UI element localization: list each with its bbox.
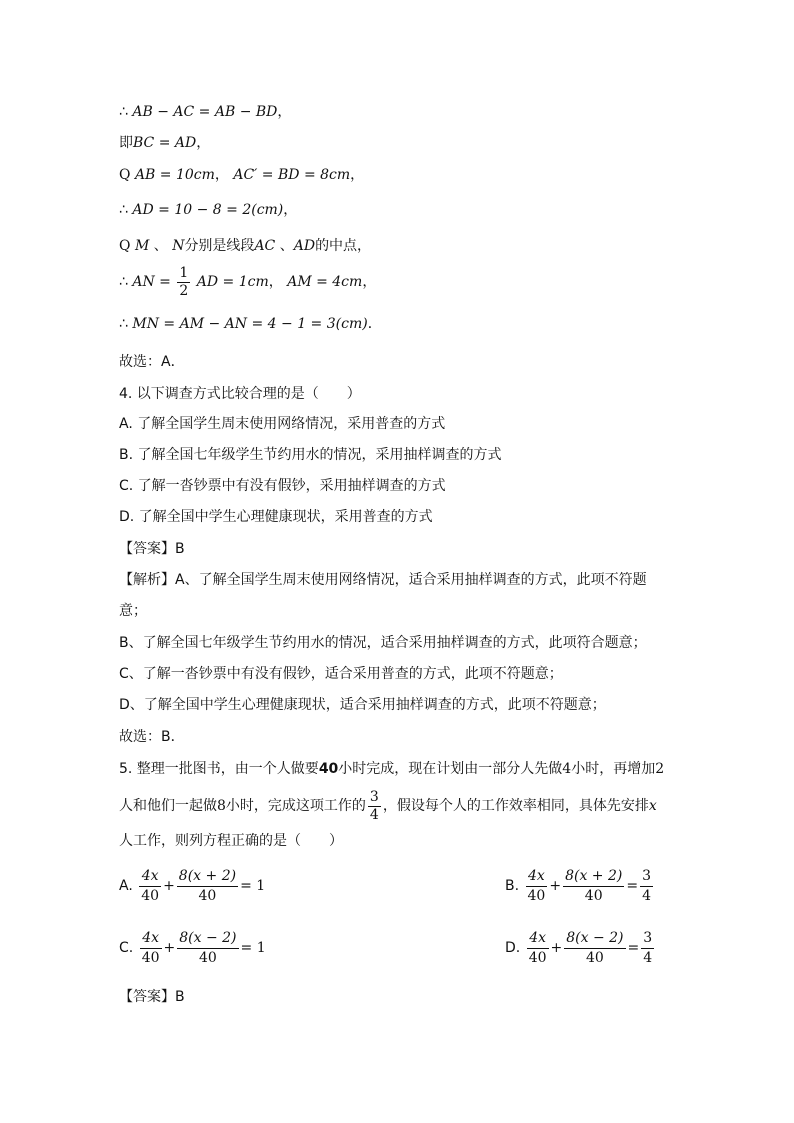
option-label: C. [119, 940, 134, 956]
text: 小时，再增加 [571, 761, 656, 777]
fraction-numerator: 8(x + 2) [563, 867, 624, 887]
option-label: D. [505, 940, 521, 956]
fraction-denominator: 40 [584, 887, 603, 904]
text: 5. 整理一批图书，由一个人做要 [119, 761, 319, 777]
proof-line-2 [119, 133, 210, 153]
text: 人和他们一起做 [119, 798, 217, 814]
therefore-symbol: ∴ [119, 316, 128, 332]
punctuation: ， [350, 167, 365, 183]
question-4-option-b: B. 了解全国七年级学生节约用水的情况，采用抽样调查的方式 [119, 447, 502, 463]
therefore-symbol: ∴ [119, 274, 128, 290]
punctuation: ， [283, 202, 298, 218]
fraction-numerator: 4x [526, 867, 548, 887]
question-5-stem-line-1 [119, 759, 664, 779]
math-expression: AD = 1cm [196, 274, 269, 290]
question-4-analysis-c: C、了解一沓钞票中有没有假钞，适合采用普查的方式，此项不符题意； [119, 666, 563, 682]
fraction-numerator: 4x [140, 929, 162, 949]
number: 2 [655, 761, 665, 777]
question-5-stem-line-2 [119, 788, 657, 824]
proof-conclusion: 故选：A． [119, 354, 185, 370]
punctuation: ， [362, 274, 377, 290]
fraction [640, 867, 653, 906]
fraction [527, 929, 549, 968]
proof-line-3 [119, 165, 364, 185]
fraction-denominator: 40 [198, 887, 217, 904]
therefore-symbol: ∴ [119, 104, 128, 120]
punctuation: ， [277, 104, 292, 120]
math-var: AD [293, 238, 316, 254]
math-expression: AB − AC = AB − BD [132, 104, 278, 120]
proof-line-5 [119, 236, 371, 256]
plus-sign: + [163, 940, 176, 956]
equation-rhs: = 1 [240, 940, 266, 956]
question-5-option-d [505, 928, 656, 968]
math-expression: AD = 10 − 8 = 2(cm) [132, 202, 284, 218]
fraction-numerator: 8(x − 2) [177, 929, 238, 949]
proof-line-6 [119, 264, 376, 300]
text: 小时完成，现在计划由一部分人先做 [338, 761, 563, 777]
fraction-numerator: 4x [527, 929, 549, 949]
number: 8 [217, 798, 226, 814]
fraction-denominator: 2 [179, 282, 189, 299]
bold-number: 40 [318, 761, 339, 777]
math-expression: AB = 10cm [134, 167, 215, 183]
fraction-denominator: 40 [198, 949, 217, 966]
equals-sign: = [627, 940, 640, 956]
question-4-option-d: D. 了解全国中学生心理健康现状，采用普查的方式 [119, 509, 433, 525]
answer-value: B [175, 541, 185, 557]
fraction-numerator: 1 [179, 264, 189, 281]
answer-value: B [175, 989, 185, 1005]
fraction-denominator: 4 [369, 806, 379, 823]
fraction-denominator: 40 [527, 887, 546, 904]
plus-sign: + [550, 940, 563, 956]
punctuation: ， [268, 274, 283, 290]
option-label: A. [119, 878, 133, 894]
punctuation: ， [214, 167, 229, 183]
therefore-symbol: ∴ [119, 202, 128, 218]
question-4-option-a: A. 了解全国学生周末使用网络情况，采用普查的方式 [119, 416, 446, 432]
equals-sign: = [626, 878, 639, 894]
fraction-denominator: 40 [141, 887, 160, 904]
math-expression: BC = AD [133, 135, 197, 151]
question-5-answer [119, 987, 185, 1007]
because-symbol: Q [119, 167, 131, 183]
number: 4 [562, 761, 572, 777]
fraction [177, 929, 238, 968]
fraction-numerator: 3 [640, 867, 653, 887]
fraction [526, 867, 548, 906]
option-label: B. [505, 878, 520, 894]
fraction [139, 867, 161, 906]
question-4-stem: 4. 以下调查方式比较合理的是（ ） [119, 386, 361, 402]
question-4-conclusion: 故选：B． [119, 729, 185, 745]
math-expression: MN = AM − AN = 4 − 1 = 3(cm) [132, 316, 368, 332]
fraction-numerator: 3 [369, 788, 379, 805]
fraction-denominator: 4 [643, 949, 653, 966]
fraction [641, 929, 654, 968]
equation-rhs: = 1 [240, 878, 266, 894]
math-var: AC [254, 238, 276, 254]
math-var: N [172, 238, 185, 254]
text: ，假设每个人的工作效率相同，具体先安排 [382, 798, 649, 814]
fraction-numerator: 4x [139, 867, 161, 887]
analysis-text: A、了解全国学生周末使用网络情况，适合采用抽样调查的方式，此项不符题 [175, 572, 647, 588]
analysis-label: 【解析】 [119, 572, 175, 588]
punctuation: 、 [153, 238, 168, 254]
math-var: M [134, 238, 150, 254]
proof-line-7 [119, 314, 382, 334]
math-expression: AC′ = BD = 8cm [233, 167, 351, 183]
proof-line-4 [119, 200, 297, 220]
fraction-denominator: 4 [642, 887, 651, 904]
text: 小时，完成这项工作的 [225, 798, 366, 814]
question-4-analysis-d: D、了解全国中学生心理健康现状，适合采用抽样调查的方式，此项不符题意； [119, 697, 606, 713]
text: 分别是线段 [184, 238, 255, 254]
text: 的中点， [315, 238, 372, 254]
fraction-denominator: 40 [585, 949, 604, 966]
answer-label: 【答案】 [119, 989, 175, 1005]
question-4-analysis-a [119, 570, 647, 590]
question-5-option-b [505, 866, 655, 906]
fraction [140, 929, 162, 968]
fraction [368, 789, 381, 824]
math-var: x [648, 798, 657, 814]
question-5-option-a [119, 866, 265, 906]
punctuation: 、 [279, 238, 294, 254]
fraction [563, 867, 624, 906]
fraction-numerator: 3 [641, 929, 654, 949]
fraction-numerator: 8(x + 2) [177, 867, 238, 887]
plus-sign: + [549, 878, 562, 894]
text: 即 [119, 135, 133, 151]
punctuation: ， [196, 135, 211, 151]
question-4-option-c: C. 了解一沓钞票中有没有假钞，采用抽样调查的方式 [119, 478, 446, 494]
question-5-stem-line-3: 人工作，则列方程正确的是（ ） [119, 833, 343, 849]
proof-line-1 [119, 102, 291, 122]
plus-sign: + [163, 878, 175, 894]
fraction-denominator: 40 [528, 949, 547, 966]
punctuation: ． [367, 316, 382, 332]
fraction-denominator: 40 [141, 949, 160, 966]
question-4-analysis-a-cont: 意； [119, 603, 147, 619]
fraction [177, 265, 190, 300]
fraction-numerator: 8(x − 2) [564, 929, 625, 949]
answer-label: 【答案】 [119, 541, 175, 557]
because-symbol: Q [119, 238, 131, 254]
fraction [177, 867, 238, 906]
question-4-analysis-b: B、了解全国七年级学生节约用水的情况，适合采用抽样调查的方式，此项符合题意； [119, 635, 647, 651]
math-expression: AN = [132, 274, 171, 290]
math-expression: AM = 4cm [287, 274, 363, 290]
question-4-answer [119, 539, 185, 559]
question-5-option-c [119, 928, 266, 968]
fraction [564, 929, 625, 968]
